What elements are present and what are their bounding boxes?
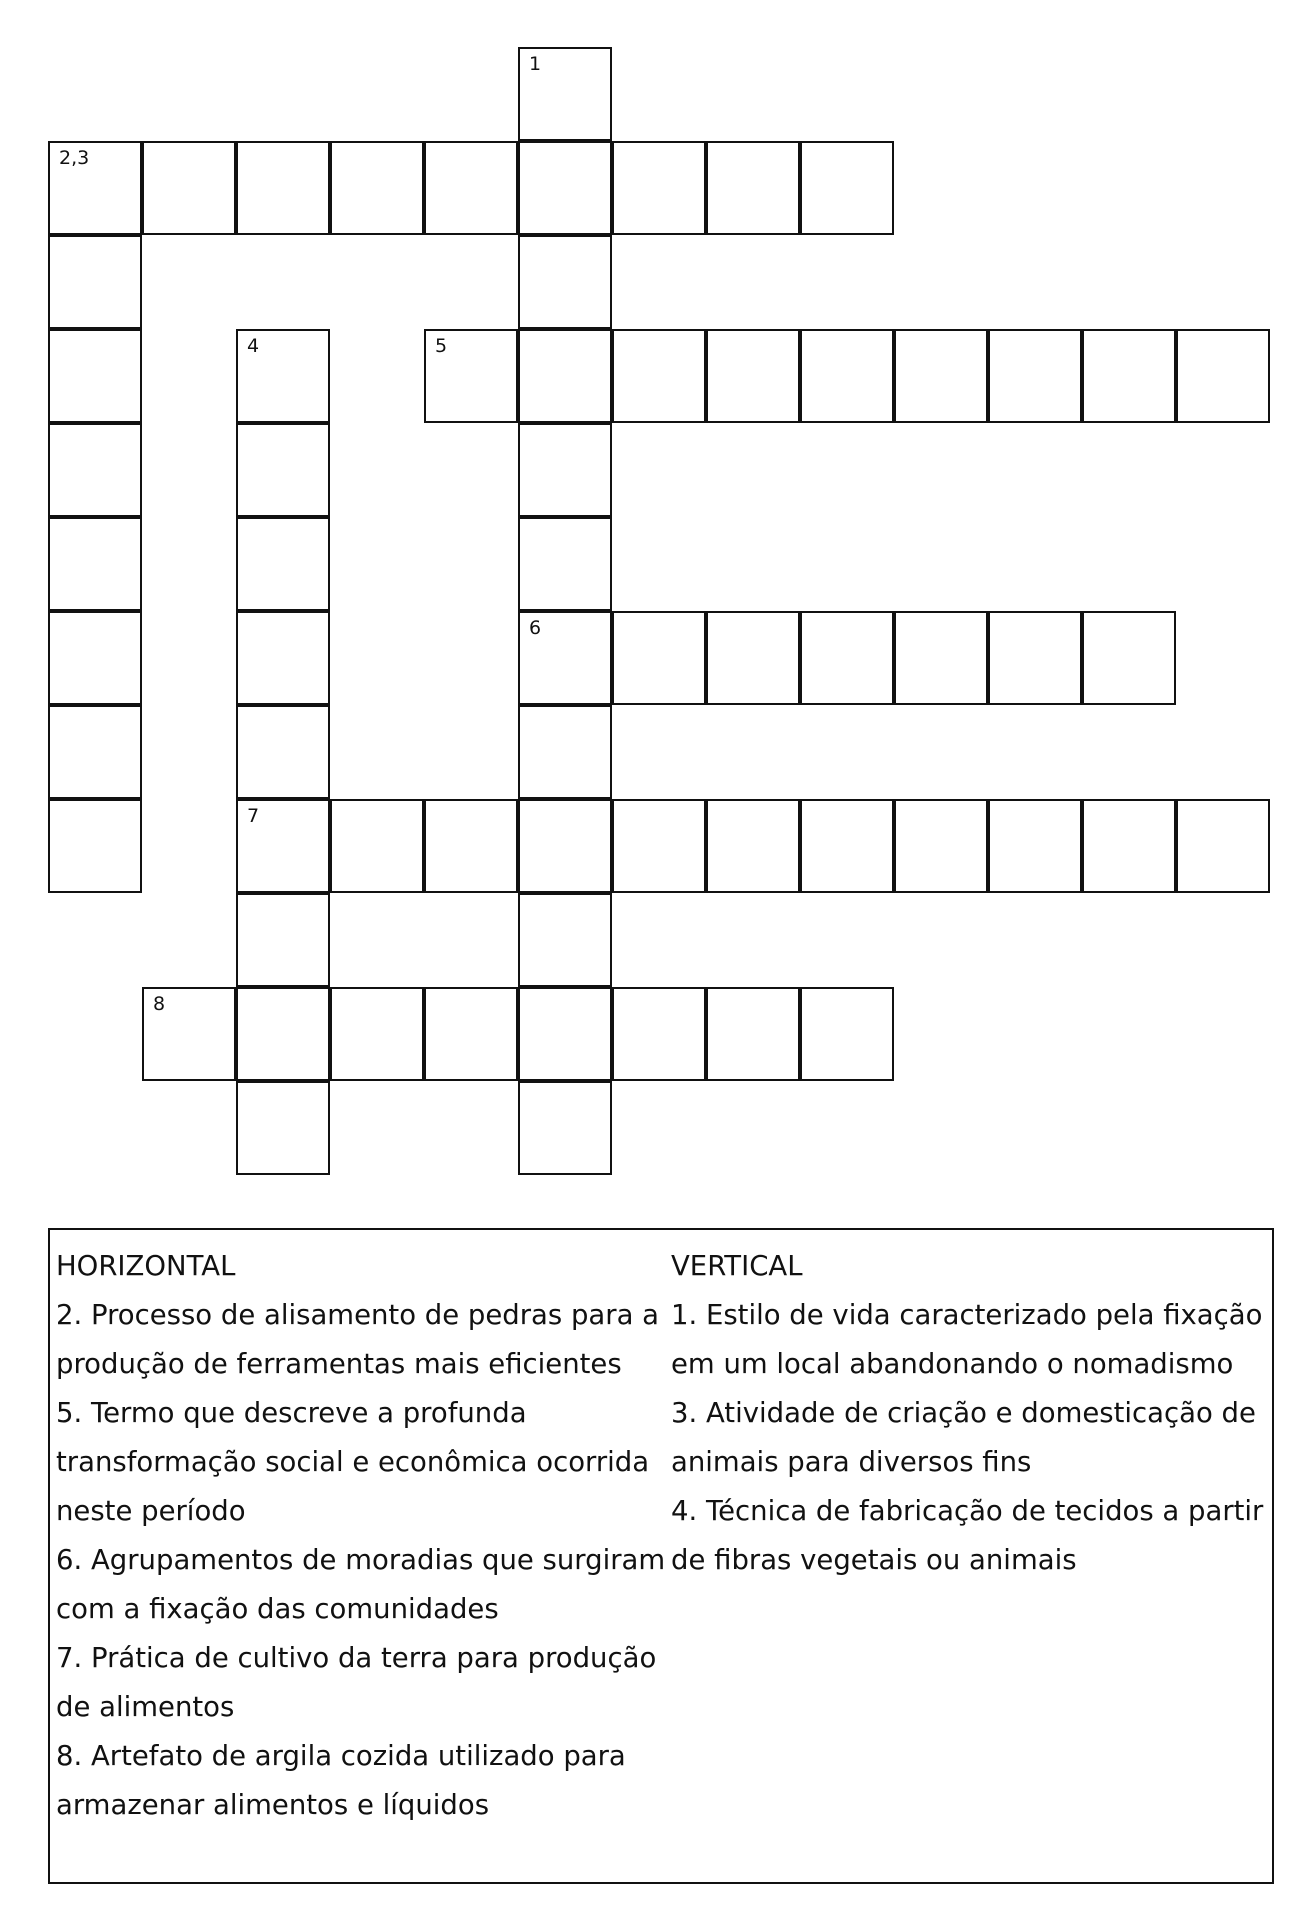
grid-cell[interactable]	[236, 517, 330, 611]
grid-cell[interactable]	[236, 799, 330, 893]
grid-cell[interactable]	[988, 611, 1082, 705]
clue-line: 1. Estilo de vida caracterizado pela fixação	[671, 1299, 1263, 1331]
grid-cell[interactable]	[330, 799, 424, 893]
clue-line: em um local abandonando o nomadismo	[671, 1348, 1234, 1380]
grid-cell[interactable]	[988, 329, 1082, 423]
grid-cell[interactable]	[894, 329, 988, 423]
clue-line: 2. Processo de alisamento de pedras para a	[56, 1299, 660, 1331]
grid-cell[interactable]	[236, 329, 330, 423]
grid-cell[interactable]	[48, 235, 142, 329]
grid-cell[interactable]	[518, 611, 612, 705]
grid-cell[interactable]	[236, 987, 330, 1081]
grid-cell[interactable]	[518, 517, 612, 611]
grid-cell[interactable]	[48, 611, 142, 705]
clue-line: de fibras vegetais ou animais	[671, 1544, 1077, 1576]
grid-cell[interactable]	[518, 987, 612, 1081]
grid-cell[interactable]	[142, 987, 236, 1081]
clue-line: 3. Atividade de criação e domesticação de	[671, 1397, 1256, 1429]
clue-number: 5	[435, 335, 448, 357]
grid-cell[interactable]	[894, 611, 988, 705]
grid-cell[interactable]	[424, 987, 518, 1081]
grid-cell[interactable]	[706, 611, 800, 705]
grid-cell[interactable]	[706, 141, 800, 235]
grid-cell[interactable]	[706, 329, 800, 423]
grid-cell[interactable]	[1082, 611, 1176, 705]
grid-cell[interactable]	[612, 987, 706, 1081]
clue-line: armazenar alimentos e líquidos	[56, 1789, 490, 1821]
grid-cell[interactable]	[48, 141, 142, 235]
grid-cell[interactable]	[518, 329, 612, 423]
grid-cell[interactable]	[800, 329, 894, 423]
clue-line: neste período	[56, 1495, 246, 1527]
grid-cell[interactable]	[706, 799, 800, 893]
grid-cell[interactable]	[330, 141, 424, 235]
clue-number: 6	[529, 617, 542, 639]
clue-line: animais para diversos fins	[671, 1446, 1032, 1478]
clue-line: 7. Prática de cultivo da terra para produção	[56, 1642, 657, 1674]
horizontal-clues	[56, 1242, 666, 1830]
grid-cell[interactable]	[518, 423, 612, 517]
grid-cell[interactable]	[518, 893, 612, 987]
grid-cell[interactable]	[612, 329, 706, 423]
grid-cell[interactable]	[1082, 799, 1176, 893]
horizontal-heading: HORIZONTAL	[56, 1250, 236, 1282]
clue-line: 6. Agrupamentos de moradias que surgiram	[56, 1544, 666, 1576]
grid-cell[interactable]	[894, 799, 988, 893]
clue-line: 5. Termo que descreve a profunda	[56, 1397, 527, 1429]
grid-cell[interactable]	[518, 141, 612, 235]
grid-cell[interactable]	[330, 987, 424, 1081]
clue-line: de alimentos	[56, 1691, 235, 1723]
clue-line: com a fixação das comunidades	[56, 1593, 499, 1625]
clue-number: 4	[247, 335, 260, 357]
grid-cell[interactable]	[518, 47, 612, 141]
clue-line: 4. Técnica de fabricação de tecidos a partir	[671, 1495, 1264, 1527]
grid-cell[interactable]	[48, 799, 142, 893]
grid-cell[interactable]	[236, 423, 330, 517]
grid-cell[interactable]	[800, 987, 894, 1081]
grid-cell[interactable]	[518, 705, 612, 799]
grid-cell[interactable]	[1176, 799, 1270, 893]
grid-cell[interactable]	[1082, 329, 1176, 423]
grid-cell[interactable]	[612, 611, 706, 705]
grid-cell[interactable]	[800, 799, 894, 893]
grid-cell[interactable]	[236, 893, 330, 987]
clue-number: 7	[247, 805, 260, 827]
grid-cell[interactable]	[236, 611, 330, 705]
grid-cell[interactable]	[706, 987, 800, 1081]
grid-cell[interactable]	[612, 141, 706, 235]
grid-cell[interactable]	[48, 517, 142, 611]
grid-cell[interactable]	[518, 235, 612, 329]
grid-cell[interactable]	[988, 799, 1082, 893]
grid-cell[interactable]	[48, 423, 142, 517]
grid-cell[interactable]	[1176, 329, 1270, 423]
grid-cell[interactable]	[48, 705, 142, 799]
grid-cell[interactable]	[800, 611, 894, 705]
clue-line: 8. Artefato de argila cozida utilizado para	[56, 1740, 626, 1772]
grid-cell[interactable]	[48, 329, 142, 423]
vertical-clues	[671, 1242, 1271, 1585]
grid-cell[interactable]	[612, 799, 706, 893]
grid-cell[interactable]	[142, 141, 236, 235]
grid-cell[interactable]	[424, 799, 518, 893]
grid-cell[interactable]	[800, 141, 894, 235]
clue-line: transformação social e econômica ocorrida	[56, 1446, 650, 1478]
clue-line: produção de ferramentas mais eficientes	[56, 1348, 622, 1380]
clues-box	[48, 1228, 1274, 1884]
vertical-heading: VERTICAL	[671, 1250, 803, 1282]
grid-cell[interactable]	[236, 141, 330, 235]
clue-number: 8	[153, 993, 166, 1015]
grid-cell[interactable]	[236, 705, 330, 799]
grid-cell[interactable]	[424, 329, 518, 423]
clue-number: 2,3	[59, 147, 90, 169]
grid-cell[interactable]	[236, 1081, 330, 1175]
grid-cell[interactable]	[518, 1081, 612, 1175]
grid-cell[interactable]	[424, 141, 518, 235]
clue-number: 1	[529, 53, 542, 75]
grid-cell[interactable]	[518, 799, 612, 893]
